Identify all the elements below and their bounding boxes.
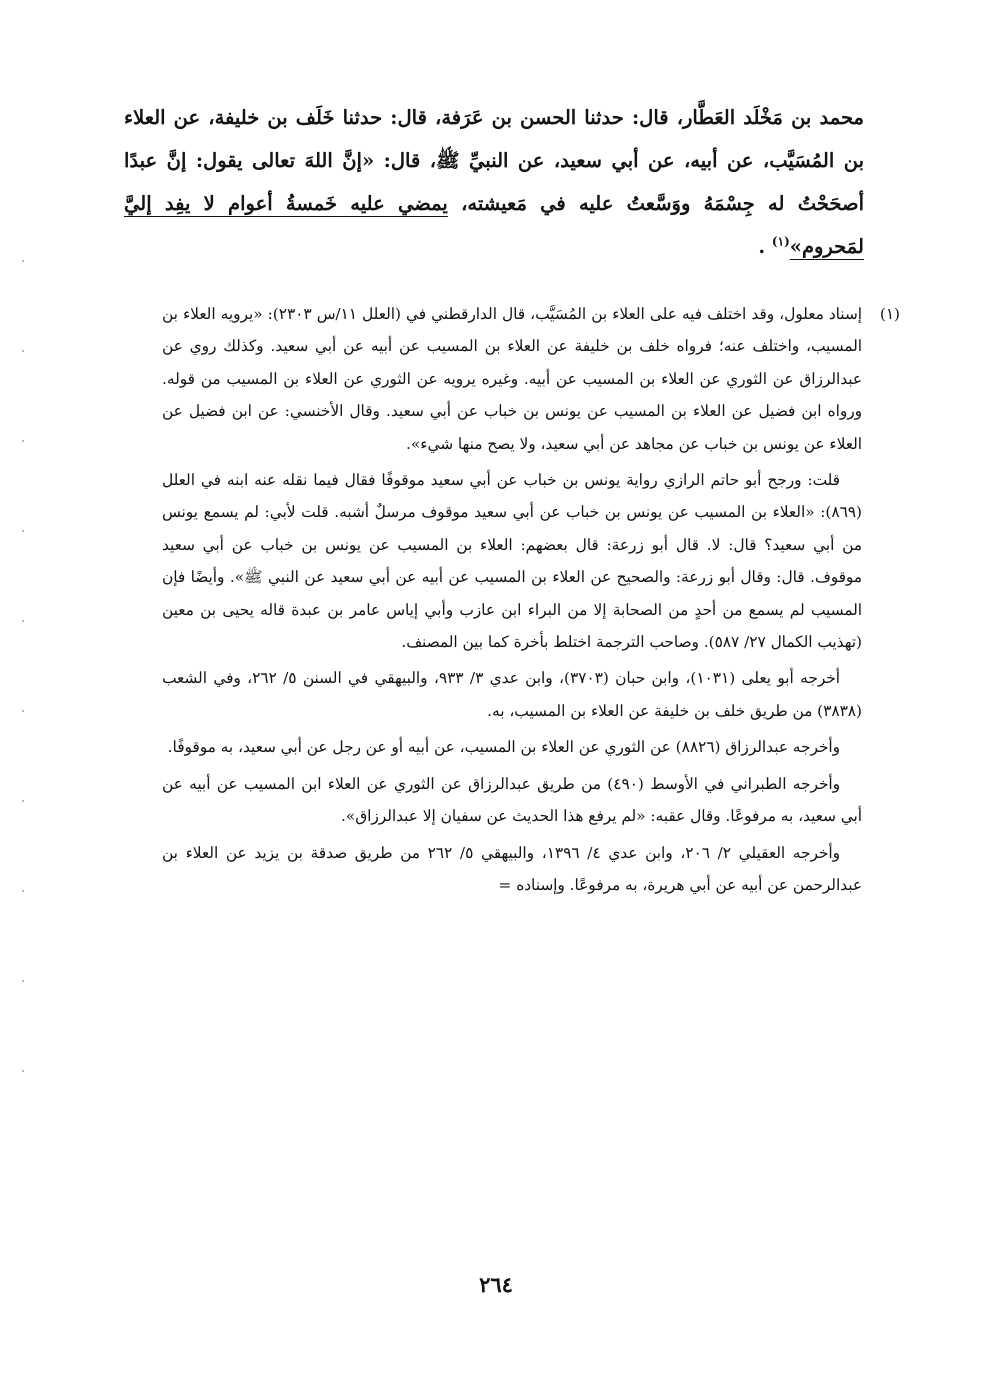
footnote-paragraph-3: أخرجه أبو يعلى (١٠٣١)، وابن حبان (٣٧٠٣)، وابن عدي ٣/ ٩٣٣، والبيهقي في السنن ٥/ ٢٦٢، وفي الشعب (٣٨٣٨) من طريق خلف بن خليفة عن العلاء بن المسيب، به. xyxy=(162,669,862,720)
footnote-paragraph-5: وأخرجه الطبراني في الأوسط (٤٩٠) من طريق عبدالرزاق عن الثوري عن العلاء ابن المسيب عن أبيه عن أبي سعيد، به مرفوعًا. وقال عقبه: «لم يرفع هذا الحديث عن سفيان إلا عبدالرزاق». xyxy=(162,774,862,826)
main-text-line-1: محمد بن مَخْلَد العَطَّار، قال: حدثنا الحسن بن عَرَفة، قال: حدثنا خَلَف بن xyxy=(267,106,864,129)
main-text-line-2: خليفة، عن العلاء بن المُسَيَّب، عن أبيه، عن أبي سعيد، عن النبيِّ ﷺ، قال: xyxy=(124,106,864,172)
footnote-paragraph-4: وأخرجه عبدالرزاق (٨٨٢٦) عن الثوري عن العلاء بن المسيب، عن أبيه أو عن رجل عن أبي سعيد، به موقوفًا. xyxy=(167,738,840,757)
main-text-line-4-end: . xyxy=(758,235,772,258)
footnotes-section xyxy=(162,298,900,901)
footnote-marker[interactable]: (١) xyxy=(771,234,790,249)
footnote-text-1: إسناد معلول، وقد اختلف فيه على العلاء بن المُسَيَّب، قال الدارقطني في (العلل ١١/س ٢٣٠٣): «يرويه العلاء بن المسيب، واختلف عنه؛ فرواه خلف بن خليفة عن العلاء بن المسيب عن أبيه عن أبي سعيد. وكذلك روي عن عبدالرزاق عن الثوري عن العلاء بن المسيب عن أبيه. وغيره يرويه عن الثوري عن العلاء بن المسيب من قوله. ورواه ابن فضيل عن العلاء بن المسيب عن يونس بن خباب عن أبي سعيد. وقال الأخنسي: عن ابن فضيل عن العلاء عن يونس بن خباب عن مجاهد عن أبي سعيد، ولا يصح منها شيء». xyxy=(162,305,862,453)
footnote-paragraph-2: قلت: ورجح أبو حاتم الرازي رواية يونس بن خباب عن أبي سعيد موقوفًا فقال فيما نقله عنه ابنه في العلل (٨٦٩): «العلاء بن المسيب عن يونس بن خباب عن أبي سعيد موقوف مرسلٌ أشبه. قلت لأبي: لم يسمع يونس من أبي سعيد؟ قال: لا. قال أبو زرعة: قال بعضهم: العلاء بن المسيب عن يونس بن خباب عن أبي سعيد موقوف. قال: وقال أبو زرعة: والصحيح عن العلاء بن المسيب عن أبيه عن أبي سعيد عن النبي ﷺ». وأيضًا فإن المسيب لم يسمع من أحدٍ من الصحابة إلا من البراء ابن عازب وأبي إياس عامر بن عبدة قاله يحيى بن معين (تهذيب الكمال ٢٧/ ٥٨٧). وصاحب الترجمة اختلط بأخرة كما بين المصنف. xyxy=(162,471,862,652)
footnote-number: (١) xyxy=(879,305,900,323)
main-text-line-4: يمضي عليه خَمسةُ أعوام لا يفِد إليَّ لمَحروم» xyxy=(124,192,864,258)
scan-speckle-divider xyxy=(22,260,24,1160)
main-text-line-3: «إنَّ اللهَ تعالى يقول: إنَّ عبدًا أصحَحْتُ له جِسْمَهُ ووَسَّعتُ عليه في مَعيشته، xyxy=(124,149,864,215)
main-text-block xyxy=(124,96,864,268)
footnote-paragraph-1 xyxy=(162,298,900,460)
page-number: ٢٦٤ xyxy=(479,1272,513,1297)
footnote-paragraph-6: وأخرجه العقيلي ٢/ ٢٠٦، وابن عدي ٤/ ١٣٩٦، والبيهقي ٥/ ٢٦٢ من طريق صدقة بن يزيد عن العلاء بن عبدالرحمن عن أبيه عن أبي هريرة، به مرفوعًا. وإسناده = xyxy=(162,843,862,894)
